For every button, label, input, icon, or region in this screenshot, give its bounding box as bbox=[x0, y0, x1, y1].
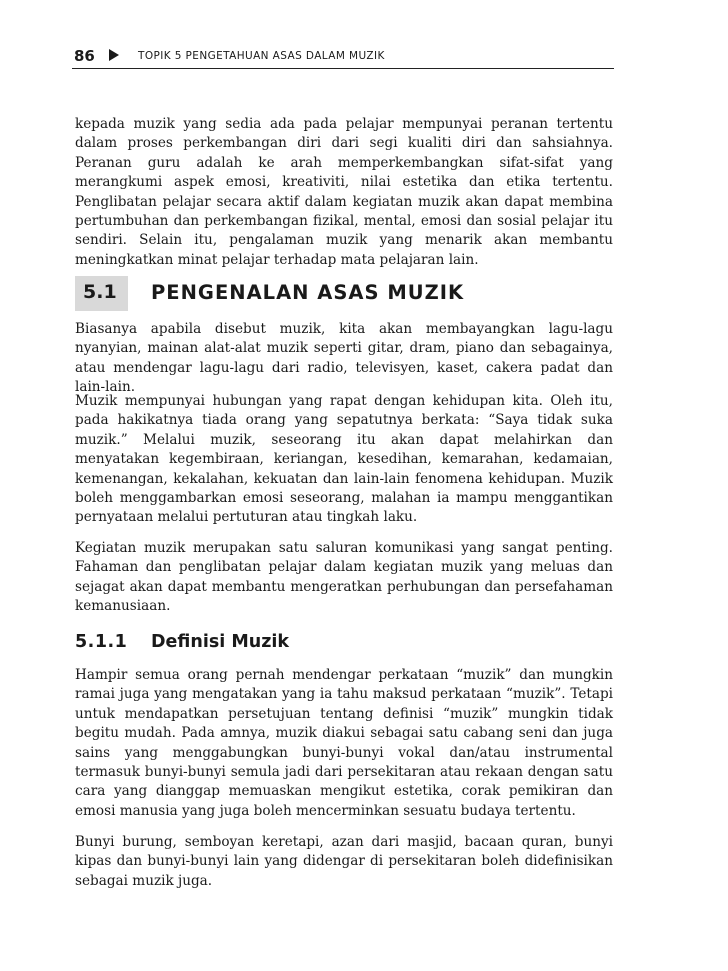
subsection-number: 5.1.1 bbox=[75, 632, 128, 652]
body-paragraph: Bunyi burung, semboyan keretapi, azan dari masjid, bacaan quran, bunyi kipas dan bunyi-bunyi lain yang didengar di persekitaran boleh didefinisikan sebagai muzik juga. bbox=[75, 834, 613, 889]
body-paragraph: Kegiatan muzik merupakan satu saluran komunikasi yang sangat penting. Fahaman dan penglibatan pelajar dalam kegiatan muzik yang meluas dan sejagat akan dapat membantu mengeratkan perhubungan dan persefahaman kemanusiaan. bbox=[75, 540, 613, 615]
body-paragraph: Biasanya apabila disebut muzik, kita akan membayangkan lagu-lagu nyanyian, mainan alat-alat muzik seperti gitar, dram, piano dan sebagainya, atau mendengar lagu-lagu dari radio, televisyen, kaset, cakera padat dan lain-lain. bbox=[75, 321, 613, 396]
body-paragraph: kepada muzik yang sedia ada pada pelajar mempunyai peranan tertentu dalam proses perkembangan diri dari segi kualiti diri dan sahsiahnya. Peranan guru adalah ke arah memperkembangkan sifat-sifat yang merangkumi aspek emosi, kreativiti, nilai estetika dan etika tertentu. Penglibatan pelajar secara aktif dalam kegiatan muzik akan dapat membina pertumbuhan dan perkembangan fizikal, mental, emosi dan sosial pelajar itu sendiri. Selain itu, pengalaman muzik yang menarik akan membantu meningkatkan minat pelajar terhadap mata pelajaran lain. bbox=[75, 116, 613, 268]
section-title: PENGENALAN ASAS MUZIK bbox=[151, 281, 465, 304]
body-paragraph: Muzik mempunyai hubungan yang rapat dengan kehidupan kita. Oleh itu, pada hakikatnya tiada orang yang sepatutnya berkata: “Saya tidak suka muzik.” Melalui muzik, seseorang itu akan dapat melahirkan dan menyatakan kegembiraan, keriangan, kesedihan, kemarahan, kedamaian, kemenangan, kekalahan, kekuatan dan lain-lain fenomena kehidupan. Muzik boleh menggambarkan emosi seseorang, malahan ia mampu menggantikan pernyataan melalui pertuturan atau tingkah laku. bbox=[75, 393, 613, 526]
subsection-title: Definisi Muzik bbox=[151, 632, 290, 652]
page-number: 86 bbox=[74, 47, 95, 65]
right-triangle-icon bbox=[109, 49, 119, 61]
running-title: TOPIK 5 PENGETAHUAN ASAS DALAM MUZIK bbox=[138, 50, 385, 62]
page-header bbox=[72, 44, 614, 69]
section-number-box bbox=[75, 276, 128, 311]
body-paragraph: Hampir semua orang pernah mendengar perkataan “muzik” dan mungkin ramai juga yang mengatakan yang ia tahu maksud perkataan “muzik”. Tetapi untuk mendapatkan persetujuan tentang definisi “muzik” mungkin tidak begitu mudah. Pada amnya, muzik diakui sebagai satu cabang seni dan juga sains yang menggabungkan bunyi-bunyi vokal dan/atau instrumental termasuk bunyi-bunyi semula jadi dari persekitaran atau rekaan dengan satu cara yang dianggap memuaskan mengikut estetika, corak pemikiran dan emosi manusia yang juga boleh mencerminkan sesuatu budaya tertentu. bbox=[75, 667, 613, 819]
section-number: 5.1 bbox=[83, 281, 117, 303]
